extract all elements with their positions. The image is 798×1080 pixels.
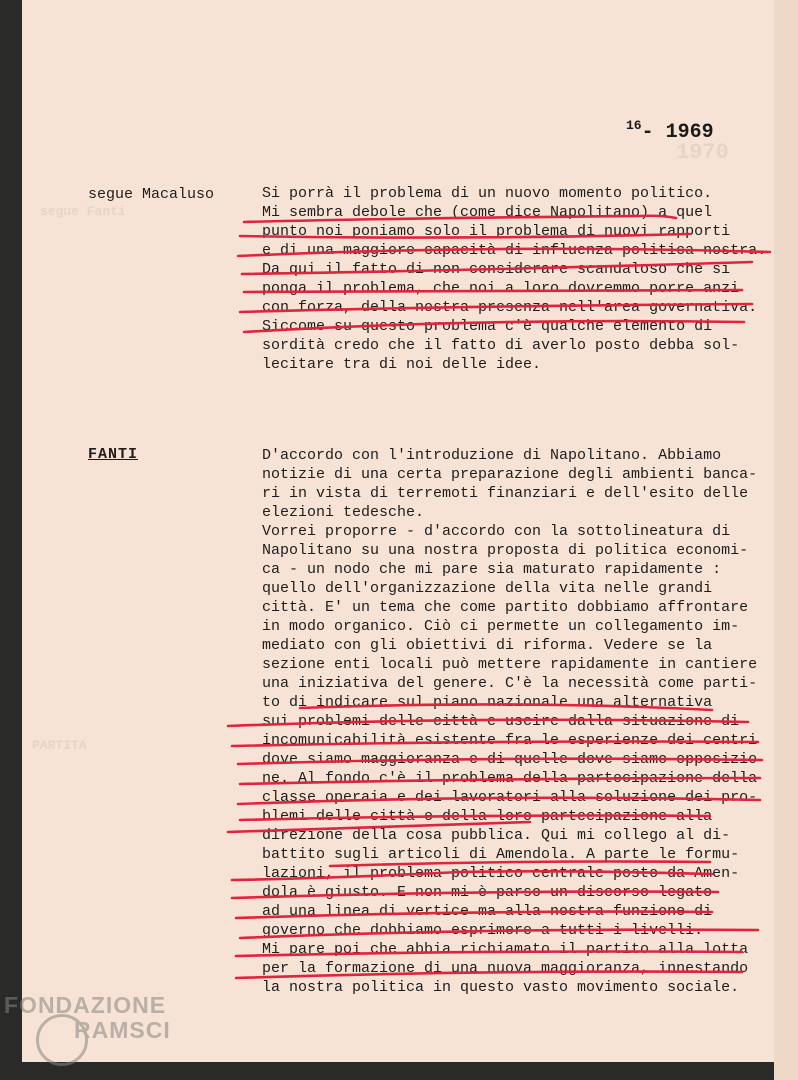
- transcript-line: dola è giusto. E non mi è parso un discorso legato: [262, 884, 713, 901]
- transcript-line: battito sugli articoli di Amendola. A parte le formu-: [262, 846, 740, 863]
- document-page: [22, 0, 774, 1062]
- transcript-line: per la formazione di una nuova maggioranza, innestando: [262, 960, 749, 977]
- transcript-line: blemi delle città e della loro partecipazione alla: [262, 808, 713, 825]
- transcript-line: Mi pare poi che abbia richiamato il partito alla lotta: [262, 941, 749, 958]
- speaker-label-macaluso: segue Macaluso: [88, 186, 215, 203]
- transcript-line: elezioni tedesche.: [262, 504, 425, 521]
- transcript-block-fanti: [262, 446, 757, 997]
- transcript-line: lecitare tra di noi delle idee.: [262, 356, 542, 373]
- transcript-line: e di una maggiore capacità di influenza politica nostra.: [262, 242, 767, 259]
- bleed-through-text: PARTITA: [32, 738, 87, 753]
- bleed-through-text: segue Fanti: [40, 204, 126, 219]
- transcript-line: ri in vista di terremoti finanziari e dell'esito delle: [262, 485, 749, 502]
- transcript-line: la nostra politica in questo vasto movimento sociale.: [262, 979, 740, 996]
- transcript-line: sordità credo che il fatto di averlo posto debba sol-: [262, 337, 740, 354]
- transcript-line: governo che dobbiamo esprimere a tutti i livelli.: [262, 922, 704, 939]
- speaker-label-fanti: FANTI: [88, 446, 139, 463]
- transcript-line: ad una linea di vertice ma alla nostra funzione di: [262, 903, 713, 920]
- transcript-line: sui problemi delle città e uscire dalla situazione di: [262, 713, 740, 730]
- watermark-line1: FONDAZIONE: [4, 992, 167, 1018]
- transcript-line: to di indicare sul piano nazionale una alternativa: [262, 694, 713, 711]
- transcript-line: Napolitano su una nostra proposta di politica economi-: [262, 542, 749, 559]
- transcript-line: punto noi poniamo solo il problema di nuovi rapporti: [262, 223, 731, 240]
- transcript-line: ca - un nodo che mi pare sia maturato rapidamente :: [262, 561, 722, 578]
- transcript-line: Si porrà il problema di un nuovo momento politico.: [262, 185, 713, 202]
- logo-g-mark: [36, 1014, 88, 1066]
- transcript-line: sezione enti locali può mettere rapidamente in cantiere: [262, 656, 758, 673]
- transcript-line: quello dell'organizzazione della vita nelle grandi: [262, 580, 713, 597]
- transcript-line: direzione della cosa pubblica. Qui mi collego al di-: [262, 827, 731, 844]
- transcript-line: città. E' un tema che come partito dobbiamo affrontare: [262, 599, 749, 616]
- transcript-line: notizie di una certa preparazione degli ambienti banca-: [262, 466, 758, 483]
- page-edge: [774, 0, 798, 1080]
- transcript-line: classe operaia e dei lavoratori alla soluzione dei pro-: [262, 789, 758, 806]
- transcript-line: Siccome su questo problema c'è qualche elemento di: [262, 318, 713, 335]
- transcript-line: ne. Al fondo c'è il problema della partecipazione della: [262, 770, 758, 787]
- bleed-through-text: 1970: [676, 140, 729, 165]
- transcript-line: dove siamo maggioranza e di quelle dove siamo opposizio: [262, 751, 758, 768]
- transcript-line: lazioni, il problema politico centrale posto da Amen-: [262, 865, 740, 882]
- transcript-line: con forza, della nostra presenza nell'area governativa.: [262, 299, 758, 316]
- fondazione-gramsci-watermark: [4, 992, 171, 1044]
- transcript-line: incomunicabilità esistente fra le esperienze dei centri: [262, 732, 758, 749]
- transcript-line: mediato con gli obiettivi di riforma. Vedere se la: [262, 637, 713, 654]
- transcript-block-macaluso: [262, 184, 766, 374]
- transcript-line: Mi sembra debole che (come dice Napolitano) a quel: [262, 204, 713, 221]
- transcript-line: ponga il problema, che noi a loro dovremmo porre anzi: [262, 280, 740, 297]
- transcript-line: Vorrei proporre - d'accordo con la sottolineatura di: [262, 523, 731, 540]
- transcript-line: Da qui il fatto di non considerare scandaloso che si: [262, 261, 731, 278]
- transcript-line: una iniziativa del genere. C'è la necessità come parti-: [262, 675, 758, 692]
- transcript-line: in modo organico. Ciò ci permette un collegamento im-: [262, 618, 740, 635]
- page-number: $^{16}$- 1969: [626, 118, 714, 144]
- transcript-line: D'accordo con l'introduzione di Napolitano. Abbiamo: [262, 447, 722, 464]
- watermark-line2: RAMSCI: [74, 1017, 171, 1043]
